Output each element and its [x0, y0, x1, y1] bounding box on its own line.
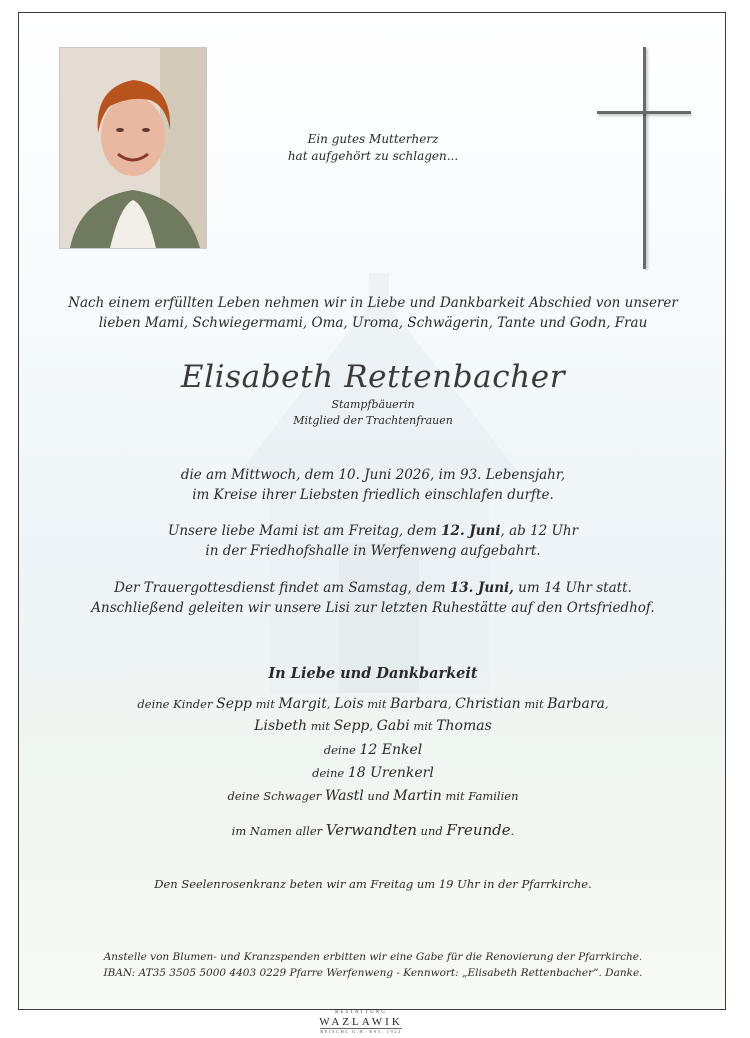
family-l1-p4: , — [447, 697, 456, 711]
family-line-grandchildren — [19, 742, 726, 758]
donation-footer — [19, 949, 726, 981]
p1-0: die am Mittwoch, dem 10. Juni 2026, im 93. Lebensjahr, — [180, 467, 566, 483]
viewing-info — [19, 521, 726, 561]
family-l1-n0: Sepp — [216, 696, 252, 712]
death-notice — [19, 465, 726, 505]
family-l6-p2: . — [510, 824, 515, 838]
subtitle-0: Stampfbäuerin — [331, 398, 415, 411]
footer-0: Anstelle von Blumen- und Kranzspenden erbitten wir eine Gabe für die Renovierung der Pfarrkirche. — [103, 951, 643, 963]
family-line-in-laws — [19, 788, 726, 804]
family-l4-n0: 18 Urenkerl — [347, 765, 434, 781]
family-l1-p5: mit — [520, 697, 548, 711]
family-l5-p2: mit Familien — [441, 789, 519, 803]
deceased-name: Elisabeth Rettenbacher — [180, 359, 566, 395]
family-l6-n1: Freunde — [446, 821, 511, 839]
obituary-card — [18, 12, 726, 1010]
family-l2-n0: Lisbeth — [254, 718, 308, 734]
intro-0: Ein gutes Mutterherz — [307, 132, 439, 146]
lead-1: lieben Mami, Schwiegermami, Oma, Uroma, Schwägerin, Tante und Godn, Frau — [98, 315, 648, 331]
p3-b: um 14 Uhr statt. — [513, 580, 632, 596]
family-line-children-2 — [19, 718, 726, 734]
rosary-notice: Den Seelenrosenkranz beten wir am Freitag um 19 Uhr in der Pfarrkirche. — [154, 877, 592, 891]
family-l3-p0: deine — [323, 743, 360, 757]
family-l2-n3: Thomas — [436, 718, 492, 734]
lead-text — [19, 293, 726, 333]
family-l5-n0: Wastl — [324, 788, 364, 804]
family-l2-n2: Gabi — [376, 718, 410, 734]
p1-1: im Kreise ihrer Liebsten friedlich einschlafen durfte. — [192, 487, 554, 503]
funeral-home-logo — [296, 1009, 426, 1035]
family-l3-n0: 12 Enkel — [359, 742, 423, 758]
p3-a: Der Trauergottesdienst findet am Samstag, dem — [114, 580, 450, 596]
family-l1-n3: Barbara — [390, 696, 448, 712]
p2-b: , ab 12 Uhr — [500, 523, 579, 539]
family-l5-p1: und — [363, 789, 394, 803]
family-line-children — [19, 696, 726, 712]
family-line-relatives — [19, 821, 726, 839]
family-l1-n4: Christian — [455, 696, 521, 712]
family-line-great-grandchildren — [19, 765, 726, 781]
family-l5-p0: deine Schwager — [227, 789, 325, 803]
family-l6-n0: Verwandten — [325, 821, 417, 839]
family-l1-p1: mit — [251, 697, 279, 711]
family-l5-n1: Martin — [393, 788, 442, 804]
family-l1-p6: , — [604, 697, 609, 711]
p2-a: Unsere liebe Mami ist am Freitag, dem — [167, 523, 442, 539]
family-l1-n2: Lois — [334, 696, 364, 712]
gratitude-heading: In Liebe und Dankbarkeit — [268, 665, 478, 682]
p3-line2: Anschließend geleiten wir unsere Lisi zur letzten Ruhestätte auf den Ortsfriedhof. — [91, 600, 655, 616]
family-l6-p0: im Namen aller — [231, 824, 326, 838]
family-l6-p1: und — [416, 824, 447, 838]
p2-date: 12. Juni — [441, 523, 501, 539]
family-l1-n5: Barbara — [547, 696, 605, 712]
p2-line2: in der Friedhofshalle in Werfenweng aufgebahrt. — [205, 543, 541, 559]
cross-horizontal — [597, 111, 691, 114]
intro-verse — [19, 131, 726, 165]
family-l2-n1: Sepp — [333, 718, 370, 734]
family-l1-p3: mit — [363, 697, 391, 711]
lead-0: Nach einem erfüllten Leben nehmen wir in Liebe und Dankbarkeit Abschied von unserer — [68, 295, 678, 311]
family-l2-p3: mit — [409, 719, 437, 733]
footer-1: IBAN: AT35 3505 5000 4403 0229 Pfarre Werfenweng - Kennwort: „Elisabeth Rettenbacher“. Danke. — [103, 967, 643, 979]
family-l1-n1: Margit — [278, 696, 327, 712]
logo-bottom: REISCHL G.H. EST. 1922 — [320, 1029, 402, 1034]
family-l1-p0: deine Kinder — [137, 697, 217, 711]
deceased-subtitle — [19, 397, 726, 429]
logo-top: BESTATTUNG — [335, 1010, 387, 1015]
funeral-info — [19, 578, 726, 618]
family-l2-p2: , — [369, 719, 377, 733]
p3-date: 13. Juni, — [449, 580, 514, 596]
subtitle-1: Mitglied der Trachtenfrauen — [293, 414, 453, 427]
family-l4-p0: deine — [312, 766, 348, 780]
family-l1-p2: , — [326, 697, 335, 711]
family-l2-p1: mit — [307, 719, 334, 733]
logo-name: WAZLAWIK — [319, 1016, 403, 1028]
intro-1: hat aufgehört zu schlagen... — [287, 149, 459, 163]
